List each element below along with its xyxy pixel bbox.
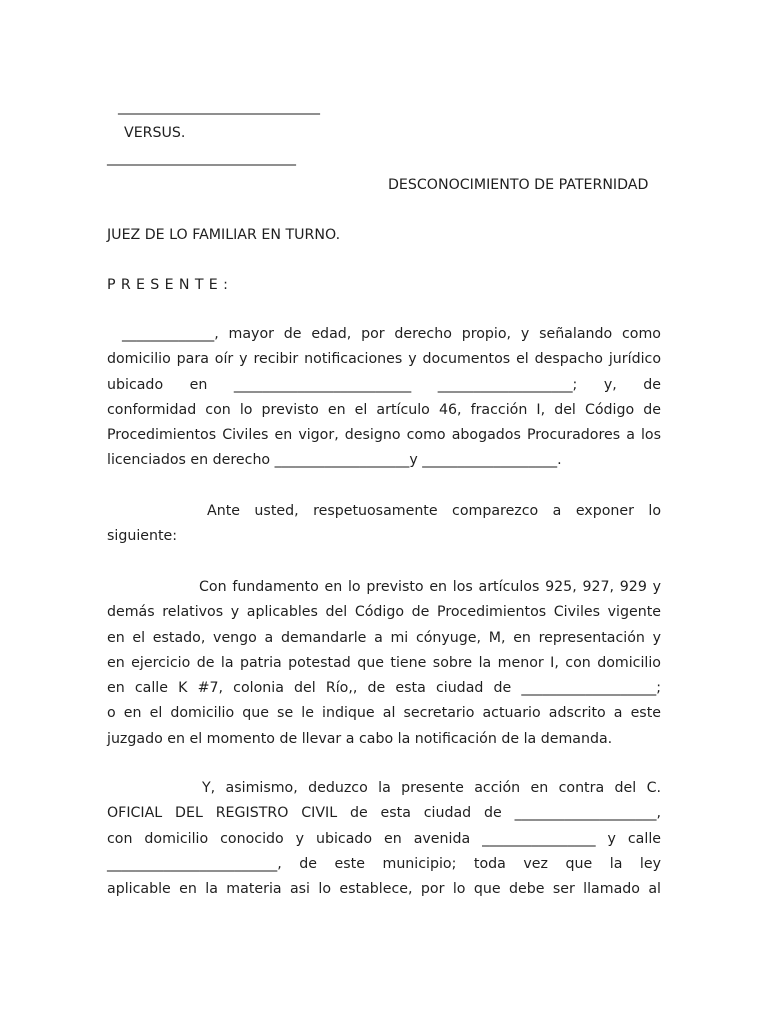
addressee-judge: JUEZ DE LO FAMILIAR EN TURNO. xyxy=(107,227,341,243)
paragraph-line: o en el domicilio que se le indique al secretario actuario adscrito a este xyxy=(107,705,661,722)
party1-blank: _______________________________ xyxy=(118,99,320,115)
paragraph-line: Y, asimismo, deduzco la presente acción en contra del C. xyxy=(202,780,661,796)
paragraph-line: conformidad con lo previsto en el artículo 46, fracción I, del Código de xyxy=(107,401,661,418)
paragraph-line: siguiente: xyxy=(107,528,178,545)
paragraph-intro xyxy=(107,499,661,550)
paragraph-line: en ejercicio de la patria potestad que tiene sobre la menor I, con domicilio xyxy=(107,654,661,671)
paragraph-claim xyxy=(107,575,661,752)
document-subject: DESCONOCIMIENTO DE PATERNIDAD xyxy=(388,177,649,193)
paragraph-line: Procedimientos Civiles en vigor, designo como abogados Procuradores a los xyxy=(107,427,661,444)
versus-label: VERSUS. xyxy=(124,125,186,141)
paragraph-line: juzgado en el momento de llevar a cabo la notificación de la demanda. xyxy=(107,730,613,747)
paragraph-line: demás relativos y aplicables del Código de Procedimientos Civiles vigente xyxy=(107,604,661,621)
paragraph-appearance xyxy=(107,322,661,474)
paragraph-line: ubicado en _________________________ ___________________; y, de xyxy=(107,376,661,393)
party2-blank: _____________________________ xyxy=(107,150,296,166)
paragraph-line: aplicable en la materia asi lo establece, por lo que debe ser llamado al xyxy=(107,881,661,898)
paragraph-registry xyxy=(107,776,661,902)
paragraph-line: Ante usted, respetuosamente comparezco a exponer lo xyxy=(207,503,661,519)
paragraph-line: domicilio para oír y recibir notificaciones y documentos el despacho jurídico xyxy=(107,351,661,368)
paragraph-line: OFICIAL DEL REGISTRO CIVIL de esta ciudad de ____________________, xyxy=(107,805,661,822)
paragraph-line: licenciados en derecho ___________________y ___________________. xyxy=(107,452,562,469)
paragraph-line: _____________, mayor de edad, por derecho propio, y señalando como xyxy=(122,326,661,342)
addressee-presente: P R E S E N T E : xyxy=(107,277,229,293)
paragraph-line: en el estado, vengo a demandarle a mi cónyuge, M, en representación y xyxy=(107,629,661,646)
paragraph-line: Con fundamento en lo previsto en los artículos 925, 927, 929 y xyxy=(199,579,661,595)
paragraph-line: ________________________, de este municipio; toda vez que la ley xyxy=(107,855,661,872)
paragraph-line: en calle K #7, colonia del Río,, de esta ciudad de ___________________; xyxy=(107,680,661,697)
paragraph-line: con domicilio conocido y ubicado en avenida ________________ y calle xyxy=(107,830,661,847)
